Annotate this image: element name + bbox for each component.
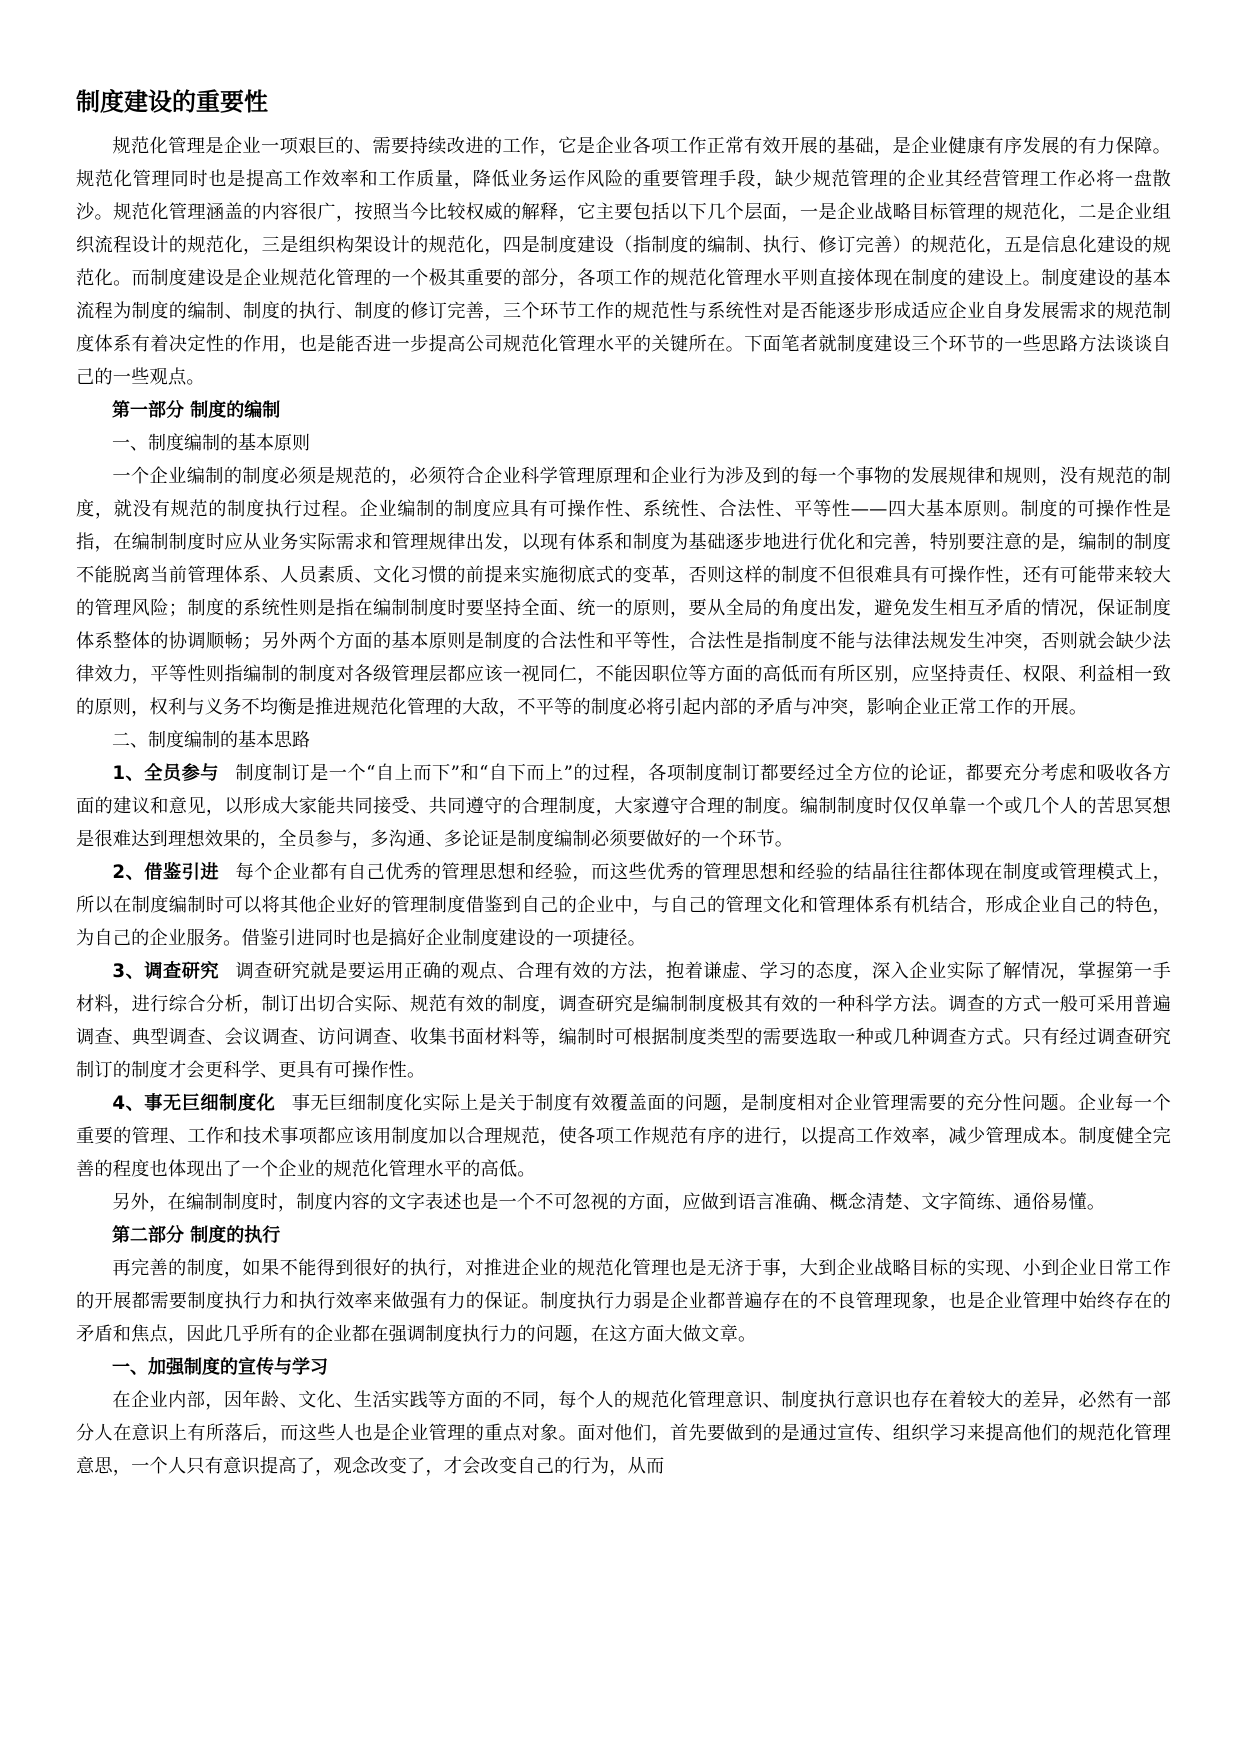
item-label: 1、全员参与 (112, 763, 219, 784)
part2-heading: 第二部分 制度的执行 (112, 1225, 281, 1246)
intro-paragraph: 规范化管理是企业一项艰巨的、需要持续改进的工作，它是企业各项工作正常有效开展的基础，是企业健康有序发展的有力保障。规范化管理同时也是提高工作效率和工作质量，降低业务运作风险的重要管理手段，缺少规范管理的企业其经营管理工作必将一盘散沙。规范化管理涵盖的内容很广，按照当今比较权威的解释，它主要包括以下几个层面，一是企业战略目标管理的规范化，二是企业组织流程设计的规范化，三是组织构架设计的规范化，四是制度建设（指制度的编制、执行、修订完善）的规范化，五是信息化建设的规范化。而制度建设是企业规范化管理的一个极其重要的部分，各项工作的规范化管理水平则直接体现在制度的建设上。制度建设的基本流程为制度的编制、制度的执行、制度的修订完善，三个环节工作的规范性与系统性对是否能逐步形成适应企业自身发展需求的规范制度体系有着决定性的作用，也是能否进一步提高公司规范化管理水平的关键所在。下面笔者就制度建设三个环节的一些思路方法谈谈自己的一些观点。 (76, 136, 1171, 388)
document-page (76, 86, 1171, 1483)
item-body: 每个企业都有自己优秀的管理思想和经验，而这些优秀的管理思想和经验的结晶往往都体现在制度或管理模式上，所以在制度编制时可以将其他企业好的管理制度借鉴到自己的企业中，与自己的管理文化和管理体系有机结合，形成企业自己的特色，为自己的企业服务。借鉴引进同时也是搞好企业制度建设的一项捷径。 (76, 862, 1171, 949)
part1-section1-heading: 一、制度编制的基本原则 (112, 433, 310, 454)
item-label: 4、事无巨细制度化 (112, 1093, 276, 1114)
page-title: 制度建设的重要性 (76, 88, 268, 116)
item-label: 2、借鉴引进 (112, 862, 220, 883)
part2-section1-heading: 一、加强制度的宣传与学习 (112, 1357, 328, 1378)
item-body: 事无巨细制度化实际上是关于制度有效覆盖面的问题，是制度相对企业管理需要的充分性问题。企业每一个重要的管理、工作和技术事项都应该用制度加以合理规范，使各项工作规范有序的进行，以提高工作效率，减少管理成本。制度健全完善的程度也体现出了一个企业的规范化管理水平的高低。 (76, 1093, 1171, 1180)
list-item (76, 757, 1171, 856)
part1-closing-paragraph: 另外，在编制制度时，制度内容的文字表述也是一个不可忽视的方面，应做到语言准确、概念清楚、文字简练、通俗易懂。 (112, 1192, 1106, 1213)
list-item (76, 1087, 1171, 1186)
part1-section2-heading: 二、制度编制的基本思路 (112, 730, 310, 751)
part2-intro-paragraph: 再完善的制度，如果不能得到很好的执行，对推进企业的规范化管理也是无济于事，大到企业战略目标的实现、小到企业日常工作的开展都需要制度执行力和执行效率来做强有力的保证。制度执行力弱是企业都普遍存在的不良管理现象，也是企业管理中始终存在的矛盾和焦点，因此几乎所有的企业都在强调制度执行力的问题，在这方面大做文章。 (76, 1258, 1171, 1345)
part1-section1-body: 一个企业编制的制度必须是规范的，必须符合企业科学管理原理和企业行为涉及到的每一个事物的发展规律和规则，没有规范的制度，就没有规范的制度执行过程。企业编制的制度应具有可操作性、系统性、合法性、平等性——四大基本原则。制度的可操作性是指，在编制制度时应从业务实际需求和管理规律出发，以现有体系和制度为基础逐步地进行优化和完善，特别要注意的是，编制的制度不能脱离当前管理体系、人员素质、文化习惯的前提来实施彻底式的变革，否则这样的制度不但很难具有可操作性，还有可能带来较大的管理风险；制度的系统性则是指在编制制度时要坚持全面、统一的原则，要从全局的角度出发，避免发生相互矛盾的情况，保证制度体系整体的协调顺畅；另外两个方面的基本原则是制度的合法性和平等性，合法性是指制度不能与法律法规发生冲突，否则就会缺少法律效力，平等性则指编制的制度对各级管理层都应该一视同仁，不能因职位等方面的高低而有所区别，应坚持责任、权限、利益相一致的原则，权利与义务不均衡是推进规范化管理的大敌，不平等的制度必将引起内部的矛盾与冲突，影响企业正常工作的开展。 (76, 466, 1171, 718)
item-body: 调查研究就是要运用正确的观点、合理有效的方法，抱着谦虚、学习的态度，深入企业实际了解情况，掌握第一手材料，进行综合分析，制订出切合实际、规范有效的制度，调查研究是编制制度极其有效的一种科学方法。调查的方式一般可采用普遍调查、典型调查、会议调查、访问调查、收集书面材料等，编制时可根据制度类型的需要选取一种或几种调查方式。只有经过调查研究制订的制度才会更科学、更具有可操作性。 (76, 961, 1171, 1081)
list-item (76, 955, 1171, 1087)
part1-heading: 第一部分 制度的编制 (112, 400, 281, 421)
list-item (76, 856, 1171, 955)
item-body: 制度制订是一个“自上而下”和“自下而上”的过程，各项制度制订都要经过全方位的论证，都要充分考虑和吸收各方面的建议和意见，以形成大家能共同接受、共同遵守的合理制度，大家遵守合理的制度。编制制度时仅仅单靠一个或几个人的苦思冥想是很难达到理想效果的，全员参与，多沟通、多论证是制度编制必须要做好的一个环节。 (76, 763, 1172, 850)
item-label: 3、调查研究 (112, 961, 220, 982)
part2-section1-body: 在企业内部，因年龄、文化、生活实践等方面的不同，每个人的规范化管理意识、制度执行意识也存在着较大的差异，必然有一部分人在意识上有所落后，而这些人也是企业管理的重点对象。面对他们，首先要做到的是通过宣传、组织学习来提高他们的规范化管理意思，一个人只有意识提高了，观念改变了，才会改变自己的行为，从而 (76, 1390, 1171, 1477)
